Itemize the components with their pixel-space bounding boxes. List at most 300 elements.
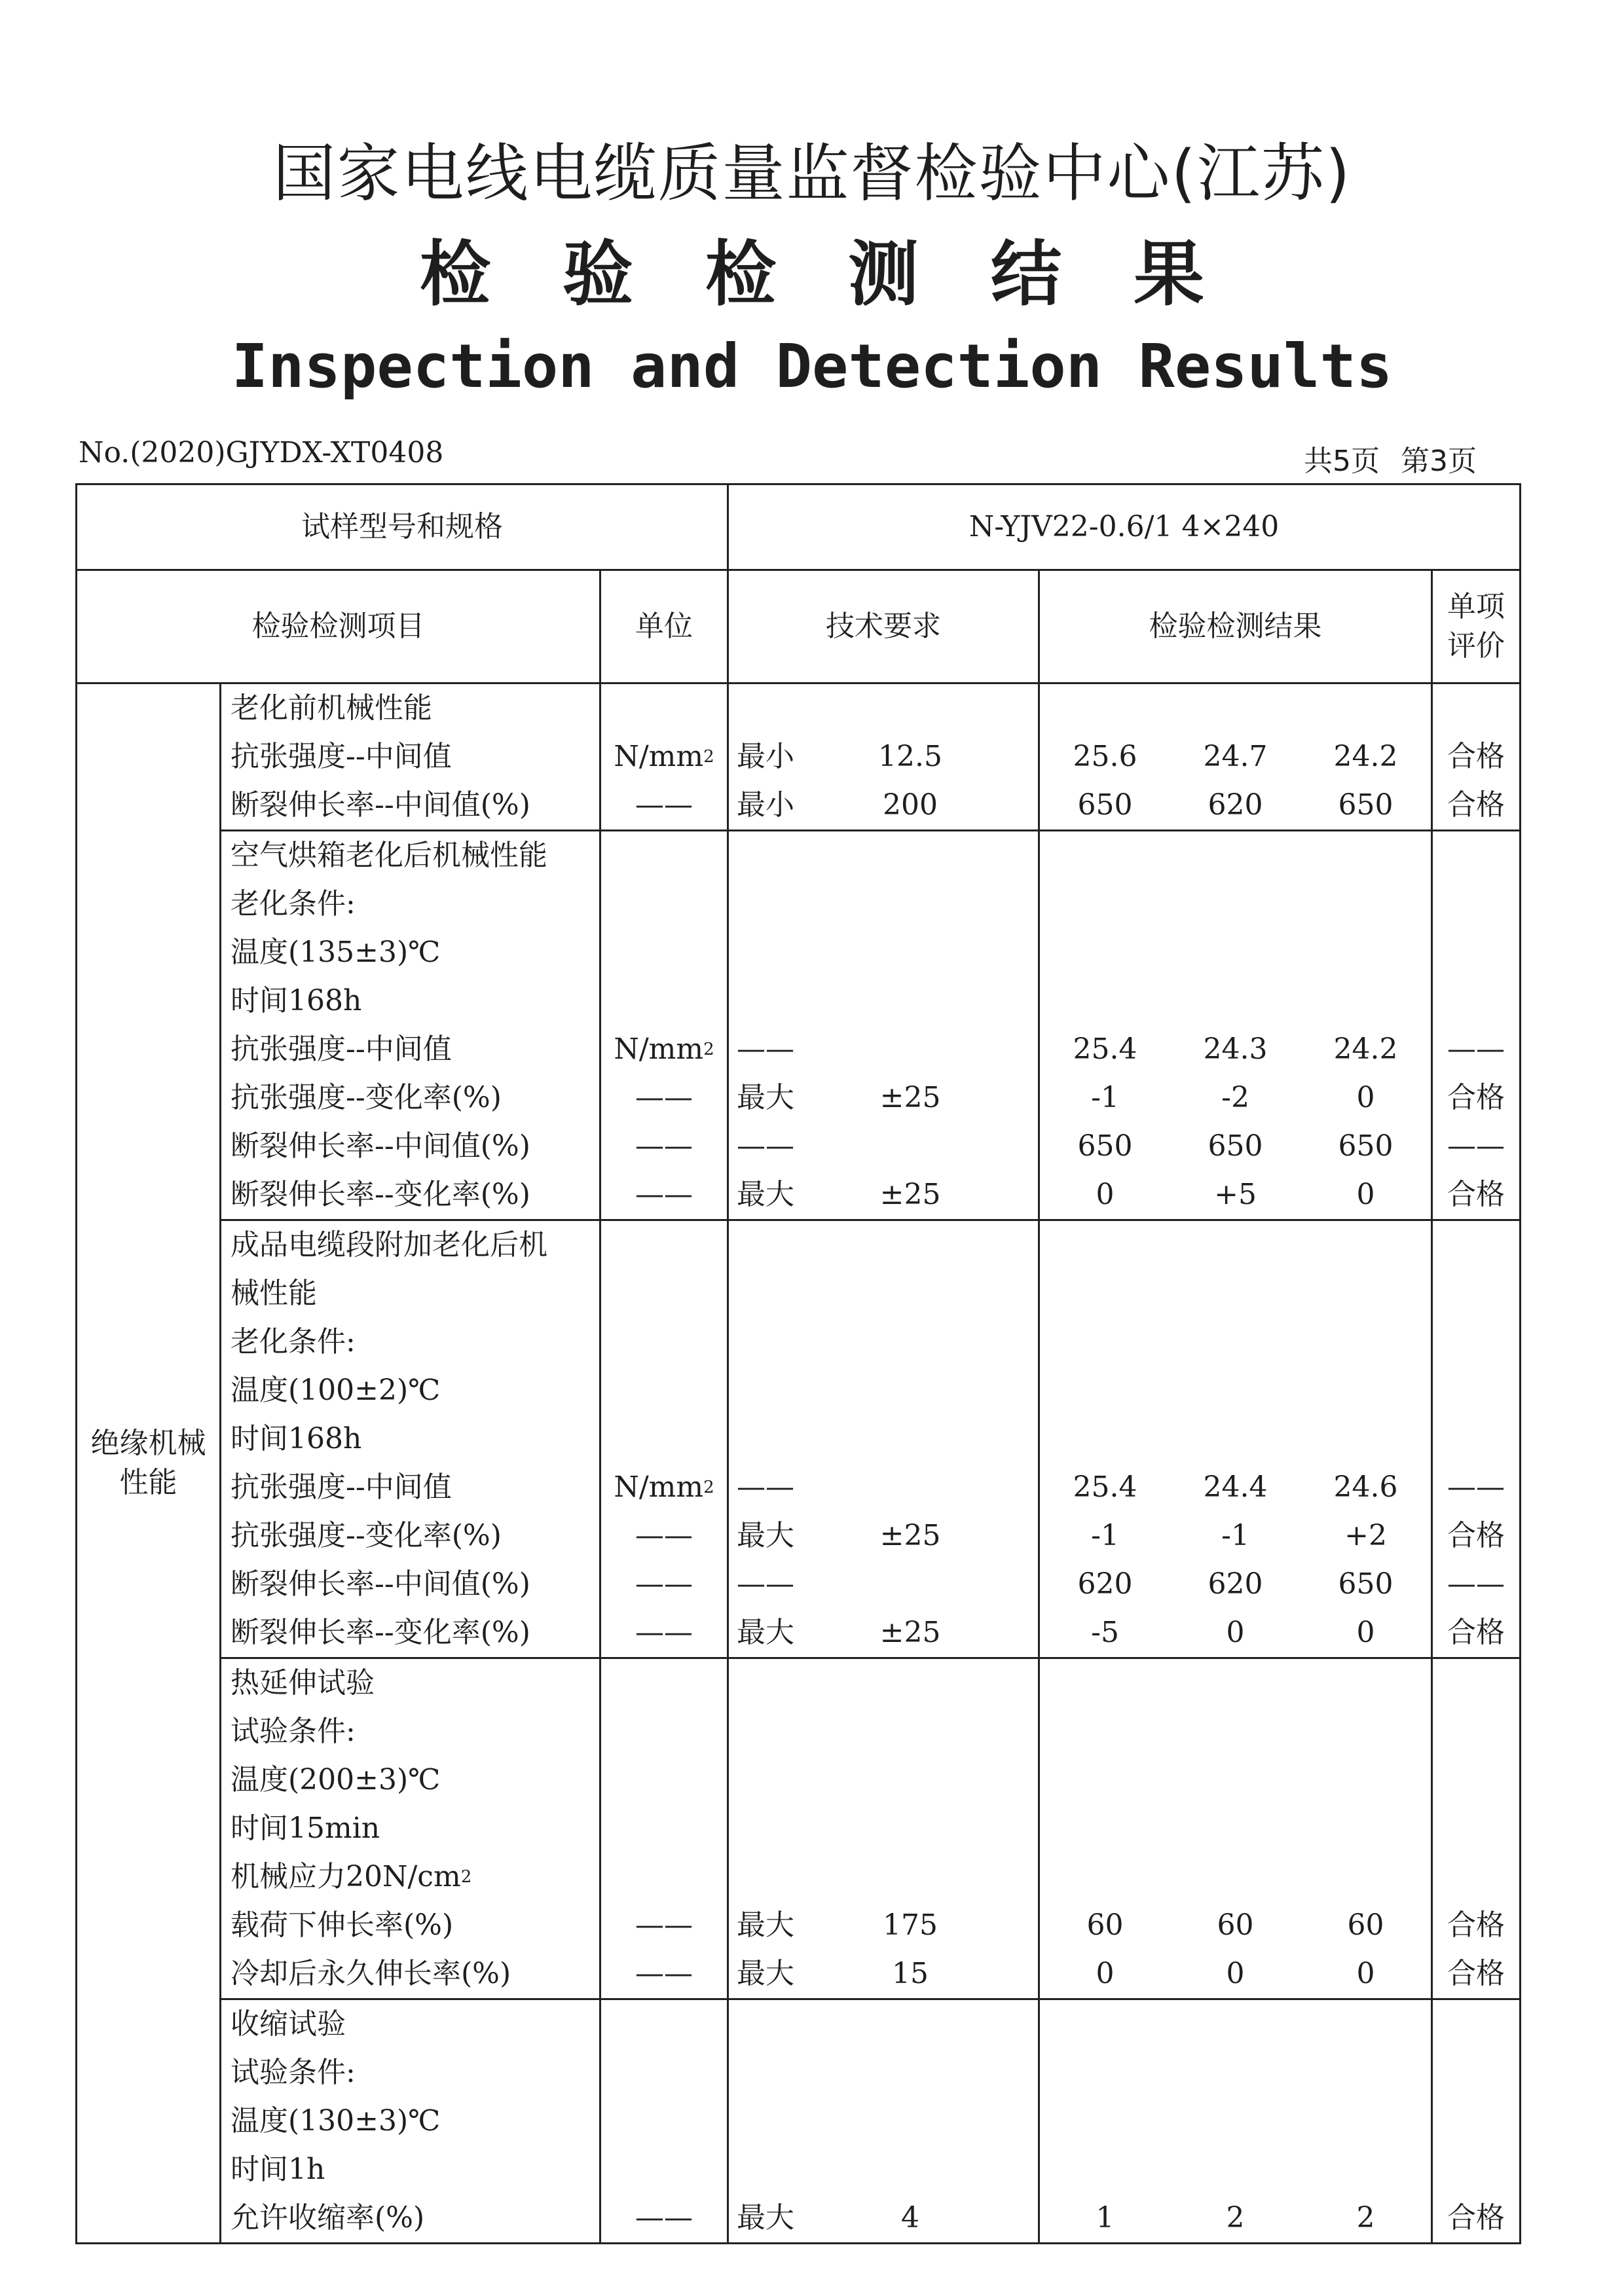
item-label: 抗张强度--中间值 bbox=[231, 1470, 452, 1504]
item-label: 断裂伸长率--中间值(%) bbox=[231, 788, 530, 822]
evaluation-line bbox=[1433, 781, 1519, 829]
result-value: 0 bbox=[1356, 1081, 1375, 1114]
result-value: 620 bbox=[1208, 1567, 1263, 1601]
unit-line bbox=[601, 2049, 727, 2097]
requirement-value: ±25 bbox=[879, 1616, 941, 1649]
result-value: 24.6 bbox=[1333, 1470, 1398, 1504]
evaluation-line bbox=[1433, 977, 1519, 1025]
requirement-type: 最大 bbox=[737, 1957, 795, 1990]
report-title-cn: 检验检测结果 bbox=[419, 234, 1276, 316]
requirement-value: 175 bbox=[883, 1908, 938, 1942]
evaluation-value: 合格 bbox=[1447, 2201, 1505, 2234]
unit-line bbox=[601, 684, 727, 733]
result-line bbox=[1040, 2049, 1431, 2097]
result-line bbox=[1040, 1122, 1431, 1171]
unit-label: —— bbox=[635, 1178, 693, 1211]
result-value: 650 bbox=[1338, 1567, 1393, 1601]
evaluation-line bbox=[1433, 1025, 1519, 1074]
unit-line bbox=[601, 2097, 727, 2145]
result-value: 0 bbox=[1356, 1616, 1375, 1649]
evaluation-value: —— bbox=[1447, 1032, 1505, 1066]
item-label: 老化条件: bbox=[231, 1325, 356, 1358]
requirement-type: —— bbox=[737, 1567, 795, 1601]
unit-label: N/mm bbox=[614, 740, 704, 773]
item-line: 机械应力20N/cm 2 bbox=[221, 1853, 599, 1901]
item-line bbox=[221, 1950, 599, 1998]
item-label: 断裂伸长率--变化率(%) bbox=[231, 1178, 530, 1211]
result-value: 650 bbox=[1338, 788, 1393, 822]
requirement-line bbox=[729, 831, 1038, 880]
requirement-line bbox=[729, 880, 1038, 928]
result-value: 620 bbox=[1208, 788, 1263, 822]
requirement-line bbox=[729, 1415, 1038, 1463]
result-line bbox=[1040, 2097, 1431, 2145]
item-line bbox=[221, 1659, 599, 1707]
eval-cell bbox=[1432, 831, 1521, 1220]
unit-line bbox=[601, 1074, 727, 1122]
requirement-line bbox=[729, 1756, 1038, 1804]
item-line bbox=[221, 1560, 599, 1609]
item-line bbox=[221, 928, 599, 977]
result-value: 650 bbox=[1077, 788, 1133, 822]
item-label: 时间1h bbox=[231, 2153, 325, 2186]
item-line bbox=[221, 1756, 599, 1804]
evaluation-value: 合格 bbox=[1447, 1519, 1505, 1552]
result-value: 0 bbox=[1096, 1178, 1115, 1211]
result-value: 650 bbox=[1208, 1129, 1263, 1163]
result-line bbox=[1040, 1707, 1431, 1756]
result-value: 620 bbox=[1077, 1567, 1133, 1601]
result-value: 0 bbox=[1226, 1957, 1245, 1990]
unit-line bbox=[601, 977, 727, 1025]
section-row bbox=[77, 1220, 1521, 1658]
evaluation-value: 合格 bbox=[1447, 1908, 1505, 1942]
result-value: 24.3 bbox=[1203, 1032, 1268, 1066]
requirement-line bbox=[729, 781, 1038, 829]
evaluation-value: 合格 bbox=[1447, 788, 1505, 822]
category-label: 性能 bbox=[119, 1466, 177, 1499]
result-line bbox=[1040, 2000, 1431, 2049]
item-label: 断裂伸长率--中间值(%) bbox=[231, 1129, 530, 1163]
unit-line bbox=[601, 1756, 727, 1804]
result-line bbox=[1040, 1901, 1431, 1950]
item-label: 成品电缆段附加老化后机 bbox=[231, 1228, 547, 1262]
item-label: 热延伸试验 bbox=[231, 1666, 375, 1700]
result-line bbox=[1040, 1659, 1431, 1707]
item-line bbox=[221, 1804, 599, 1853]
unit-line bbox=[601, 1269, 727, 1318]
res-cell bbox=[1039, 831, 1432, 1220]
unit-line bbox=[601, 1853, 727, 1901]
requirement-value: ±25 bbox=[879, 1081, 941, 1114]
res-cell bbox=[1039, 1658, 1432, 1999]
unit-label: N/mm bbox=[614, 1470, 704, 1504]
section-row bbox=[77, 831, 1521, 1220]
result-line bbox=[1040, 928, 1431, 977]
result-value: 24.2 bbox=[1333, 1032, 1398, 1066]
unit-line bbox=[601, 2194, 727, 2242]
organization-name: 国家电线电缆质量监督检验中心(江苏) bbox=[272, 137, 1352, 210]
requirement-line bbox=[729, 1707, 1038, 1756]
requirement-type: 最大 bbox=[737, 2201, 795, 2234]
item-line bbox=[221, 684, 599, 733]
item-label: 抗张强度--中间值 bbox=[231, 1032, 452, 1066]
item-label: 械性能 bbox=[231, 1277, 317, 1310]
item-line bbox=[221, 1463, 599, 1512]
requirement-type: —— bbox=[737, 1032, 795, 1066]
requirement-type: 最小 bbox=[737, 788, 795, 822]
evaluation-value: 合格 bbox=[1447, 1178, 1505, 1211]
evaluation-line bbox=[1433, 1901, 1519, 1950]
page-info bbox=[1292, 442, 1477, 481]
unit-line bbox=[601, 781, 727, 829]
result-value: -2 bbox=[1221, 1081, 1249, 1114]
header-requirement: 技术要求 bbox=[728, 570, 1039, 683]
eval-cell bbox=[1432, 1999, 1521, 2244]
item-line bbox=[221, 1901, 599, 1950]
evaluation-line bbox=[1433, 1366, 1519, 1415]
result-line bbox=[1040, 1318, 1431, 1366]
req-cell bbox=[728, 683, 1039, 831]
results-table bbox=[75, 483, 1521, 2244]
unit-line: N/mm 2 bbox=[601, 1025, 727, 1074]
evaluation-line bbox=[1433, 928, 1519, 977]
requirement-line bbox=[729, 1366, 1038, 1415]
item-line bbox=[221, 2097, 599, 2145]
requirement-line bbox=[729, 2000, 1038, 2049]
item-cell bbox=[221, 683, 600, 831]
evaluation-line bbox=[1433, 1659, 1519, 1707]
unit-line bbox=[601, 1950, 727, 1998]
requirement-line bbox=[729, 2194, 1038, 2242]
evaluation-line bbox=[1433, 1318, 1519, 1366]
item-label: 老化前机械性能 bbox=[231, 691, 432, 725]
result-value: 0 bbox=[1356, 1957, 1375, 1990]
spec-label: 试样型号和规格 bbox=[77, 484, 728, 570]
req-cell bbox=[728, 1658, 1039, 1999]
result-line bbox=[1040, 831, 1431, 880]
section-row bbox=[77, 1658, 1521, 1999]
requirement-type: 最大 bbox=[737, 1908, 795, 1942]
unit-line bbox=[601, 928, 727, 977]
item-line bbox=[221, 781, 599, 829]
result-line bbox=[1040, 1463, 1431, 1512]
report-number: No.(2020)GJYDX-XT0408 bbox=[79, 436, 444, 469]
unit-line bbox=[601, 1122, 727, 1171]
result-value: +5 bbox=[1214, 1178, 1257, 1211]
evaluation-value: —— bbox=[1447, 1129, 1505, 1163]
evaluation-value: 合格 bbox=[1447, 740, 1505, 773]
unit-line bbox=[601, 1659, 727, 1707]
spec-value: N-YJV22-0.6/1 4×240 bbox=[728, 484, 1521, 570]
result-value: 1 bbox=[1096, 2201, 1115, 2234]
header-row bbox=[77, 570, 1521, 683]
unit-line bbox=[601, 880, 727, 928]
result-value: 2 bbox=[1356, 2201, 1375, 2234]
item-line bbox=[221, 1318, 599, 1366]
item-line bbox=[221, 1609, 599, 1657]
unit-line bbox=[601, 1512, 727, 1560]
result-line bbox=[1040, 1366, 1431, 1415]
unit-label: N/mm bbox=[614, 1032, 704, 1066]
item-label: 收缩试验 bbox=[231, 2007, 346, 2041]
unit-line bbox=[601, 2000, 727, 2049]
requirement-line bbox=[729, 928, 1038, 977]
unit-line bbox=[601, 1221, 727, 1269]
item-line bbox=[221, 1366, 599, 1415]
item-label: 温度(135±3)℃ bbox=[231, 936, 441, 969]
unit-line bbox=[601, 1415, 727, 1463]
requirement-line bbox=[729, 1221, 1038, 1269]
eval-cell bbox=[1432, 1220, 1521, 1658]
evaluation-line bbox=[1433, 1609, 1519, 1657]
result-line bbox=[1040, 1171, 1431, 1219]
requirement-type: 最小 bbox=[737, 740, 795, 773]
item-label: 试验条件: bbox=[231, 2056, 356, 2089]
evaluation-line bbox=[1433, 1560, 1519, 1609]
evaluation-line bbox=[1433, 2000, 1519, 2049]
item-cell bbox=[221, 1999, 600, 2244]
evaluation-line bbox=[1433, 2049, 1519, 2097]
result-value: 24.2 bbox=[1333, 740, 1398, 773]
result-value: -1 bbox=[1091, 1081, 1119, 1114]
result-value: 25.4 bbox=[1073, 1032, 1137, 1066]
item-line bbox=[221, 1122, 599, 1171]
unit-line: N/mm 2 bbox=[601, 733, 727, 781]
item-label: 机械应力20N/cm bbox=[231, 1860, 461, 1893]
result-value: 0 bbox=[1226, 1616, 1245, 1649]
requirement-value: 15 bbox=[892, 1957, 929, 1990]
result-line bbox=[1040, 781, 1431, 829]
item-line bbox=[221, 1171, 599, 1219]
result-value: 25.4 bbox=[1073, 1470, 1137, 1504]
item-label: 允许收缩率(%) bbox=[231, 2201, 425, 2234]
requirement-line bbox=[729, 2145, 1038, 2194]
evaluation-line bbox=[1433, 1122, 1519, 1171]
unit-label: —— bbox=[635, 1129, 693, 1163]
requirement-line bbox=[729, 1950, 1038, 1998]
evaluation-line bbox=[1433, 831, 1519, 880]
item-label: 抗张强度--变化率(%) bbox=[231, 1081, 502, 1114]
item-label: 断裂伸长率--变化率(%) bbox=[231, 1616, 530, 1649]
item-label: 试验条件: bbox=[231, 1715, 356, 1748]
unit-label: —— bbox=[635, 1957, 693, 1990]
res-cell bbox=[1039, 683, 1432, 831]
requirement-line bbox=[729, 1659, 1038, 1707]
current-page: 第3页 bbox=[1401, 445, 1477, 478]
unit-line bbox=[601, 1366, 727, 1415]
requirement-type: 最大 bbox=[737, 1178, 795, 1211]
requirement-value: 200 bbox=[883, 788, 938, 822]
evaluation-value: —— bbox=[1447, 1567, 1505, 1601]
unit-cell bbox=[600, 1658, 728, 1999]
requirement-type: 最大 bbox=[737, 1519, 795, 1552]
requirement-type: 最大 bbox=[737, 1081, 795, 1114]
requirement-line bbox=[729, 684, 1038, 733]
item-line bbox=[221, 977, 599, 1025]
item-cell bbox=[221, 831, 600, 1220]
item-label: 空气烘箱老化后机械性能 bbox=[231, 839, 547, 872]
evaluation-line bbox=[1433, 1221, 1519, 1269]
evaluation-value: —— bbox=[1447, 1470, 1505, 1504]
requirement-line bbox=[729, 1074, 1038, 1122]
result-line bbox=[1040, 1025, 1431, 1074]
evaluation-line bbox=[1433, 684, 1519, 733]
result-value: 650 bbox=[1338, 1129, 1393, 1163]
result-line bbox=[1040, 1853, 1431, 1901]
item-label: 冷却后永久伸长率(%) bbox=[231, 1957, 511, 1990]
unit-line bbox=[601, 2145, 727, 2194]
result-value: 2 bbox=[1226, 2201, 1245, 2234]
evaluation-line bbox=[1433, 2097, 1519, 2145]
header-result: 检验检测结果 bbox=[1039, 570, 1432, 683]
result-line bbox=[1040, 977, 1431, 1025]
evaluation-line bbox=[1433, 2194, 1519, 2242]
section-row bbox=[77, 683, 1521, 831]
unit-cell bbox=[600, 683, 728, 831]
result-line bbox=[1040, 1756, 1431, 1804]
result-line bbox=[1040, 1950, 1431, 1998]
requirement-line bbox=[729, 1804, 1038, 1853]
result-line bbox=[1040, 880, 1431, 928]
item-cell bbox=[221, 1658, 600, 1999]
req-cell bbox=[728, 1999, 1039, 2244]
result-value: 24.4 bbox=[1203, 1470, 1268, 1504]
item-line bbox=[221, 1269, 599, 1318]
requirement-line bbox=[729, 1122, 1038, 1171]
requirement-line bbox=[729, 1171, 1038, 1219]
unit-cell bbox=[600, 1220, 728, 1658]
requirement-value: 4 bbox=[901, 2201, 920, 2234]
evaluation-line bbox=[1433, 1269, 1519, 1318]
item-line bbox=[221, 1707, 599, 1756]
item-label: 载荷下伸长率(%) bbox=[231, 1908, 454, 1942]
evaluation-line bbox=[1433, 1950, 1519, 1998]
unit-label: —— bbox=[635, 1908, 693, 1942]
result-line bbox=[1040, 1415, 1431, 1463]
result-value: -5 bbox=[1091, 1616, 1119, 1649]
evaluation-line bbox=[1433, 733, 1519, 781]
category-cell bbox=[77, 683, 221, 2244]
requirement-line bbox=[729, 1269, 1038, 1318]
eval-cell bbox=[1432, 683, 1521, 831]
evaluation-line bbox=[1433, 1415, 1519, 1463]
spec-row bbox=[77, 484, 1521, 570]
evaluation-line bbox=[1433, 1512, 1519, 1560]
evaluation-line bbox=[1433, 1074, 1519, 1122]
requirement-line bbox=[729, 1853, 1038, 1901]
item-label: 时间15min bbox=[231, 1812, 380, 1845]
result-line bbox=[1040, 1512, 1431, 1560]
item-line bbox=[221, 1512, 599, 1560]
requirement-line bbox=[729, 2097, 1038, 2145]
requirement-line bbox=[729, 1560, 1038, 1609]
requirement-value: 12.5 bbox=[878, 740, 943, 773]
item-line bbox=[221, 1025, 599, 1074]
result-line bbox=[1040, 1560, 1431, 1609]
item-line bbox=[221, 1074, 599, 1122]
item-label: 断裂伸长率--中间值(%) bbox=[231, 1567, 530, 1601]
result-value: 0 bbox=[1096, 1957, 1115, 1990]
item-line bbox=[221, 1415, 599, 1463]
req-cell bbox=[728, 1220, 1039, 1658]
requirement-line bbox=[729, 1609, 1038, 1657]
evaluation-line bbox=[1433, 880, 1519, 928]
res-cell bbox=[1039, 1220, 1432, 1658]
result-value: -1 bbox=[1091, 1519, 1119, 1552]
evaluation-value: 合格 bbox=[1447, 1081, 1505, 1114]
unit-cell bbox=[600, 1999, 728, 2244]
item-label: 时间168h bbox=[231, 984, 362, 1017]
item-line bbox=[221, 2000, 599, 2049]
item-label: 温度(100±2)℃ bbox=[231, 1374, 441, 1407]
unit-label: —— bbox=[635, 1081, 693, 1114]
unit-line bbox=[601, 831, 727, 880]
unit-line bbox=[601, 1609, 727, 1657]
requirement-line bbox=[729, 733, 1038, 781]
unit-label: —— bbox=[635, 1616, 693, 1649]
eval-cell bbox=[1432, 1658, 1521, 1999]
evaluation-line bbox=[1433, 1171, 1519, 1219]
header-item: 检验检测项目 bbox=[77, 570, 600, 683]
result-line bbox=[1040, 1074, 1431, 1122]
result-line bbox=[1040, 2145, 1431, 2194]
evaluation-line bbox=[1433, 1463, 1519, 1512]
header-unit: 单位 bbox=[600, 570, 728, 683]
item-line bbox=[221, 831, 599, 880]
evaluation-line bbox=[1433, 1804, 1519, 1853]
report-title-en: Inspection and Detection Results bbox=[231, 331, 1393, 401]
item-label: 抗张强度--变化率(%) bbox=[231, 1519, 502, 1552]
evaluation-value: 合格 bbox=[1447, 1957, 1505, 1990]
unit-line bbox=[601, 1560, 727, 1609]
result-value: 60 bbox=[1086, 1908, 1124, 1942]
unit-label: —— bbox=[635, 1519, 693, 1552]
item-line bbox=[221, 2194, 599, 2242]
unit-line bbox=[601, 1804, 727, 1853]
item-label: 温度(200±3)℃ bbox=[231, 1763, 441, 1796]
unit-line: N/mm 2 bbox=[601, 1463, 727, 1512]
result-value: +2 bbox=[1344, 1519, 1387, 1552]
result-line bbox=[1040, 733, 1431, 781]
res-cell bbox=[1039, 1999, 1432, 2244]
evaluation-line bbox=[1433, 1707, 1519, 1756]
result-line bbox=[1040, 1269, 1431, 1318]
result-line bbox=[1040, 1804, 1431, 1853]
item-line bbox=[221, 880, 599, 928]
requirement-line bbox=[729, 1318, 1038, 1366]
unit-label: —— bbox=[635, 788, 693, 822]
requirement-line bbox=[729, 1463, 1038, 1512]
header-evaluation-line2: 评价 bbox=[1447, 629, 1505, 663]
evaluation-value: 合格 bbox=[1447, 1616, 1505, 1649]
requirement-type: —— bbox=[737, 1129, 795, 1163]
total-pages: 共5页 bbox=[1304, 445, 1380, 478]
item-label: 老化条件: bbox=[231, 887, 356, 920]
result-value: 650 bbox=[1077, 1129, 1133, 1163]
item-line bbox=[221, 2049, 599, 2097]
evaluation-line bbox=[1433, 1853, 1519, 1901]
result-line bbox=[1040, 1221, 1431, 1269]
requirement-line bbox=[729, 2049, 1038, 2097]
item-label: 温度(130±3)℃ bbox=[231, 2104, 441, 2138]
req-cell bbox=[728, 831, 1039, 1220]
requirement-line bbox=[729, 1901, 1038, 1950]
evaluation-line bbox=[1433, 2145, 1519, 2194]
result-line bbox=[1040, 1609, 1431, 1657]
item-line bbox=[221, 733, 599, 781]
item-line bbox=[221, 1221, 599, 1269]
